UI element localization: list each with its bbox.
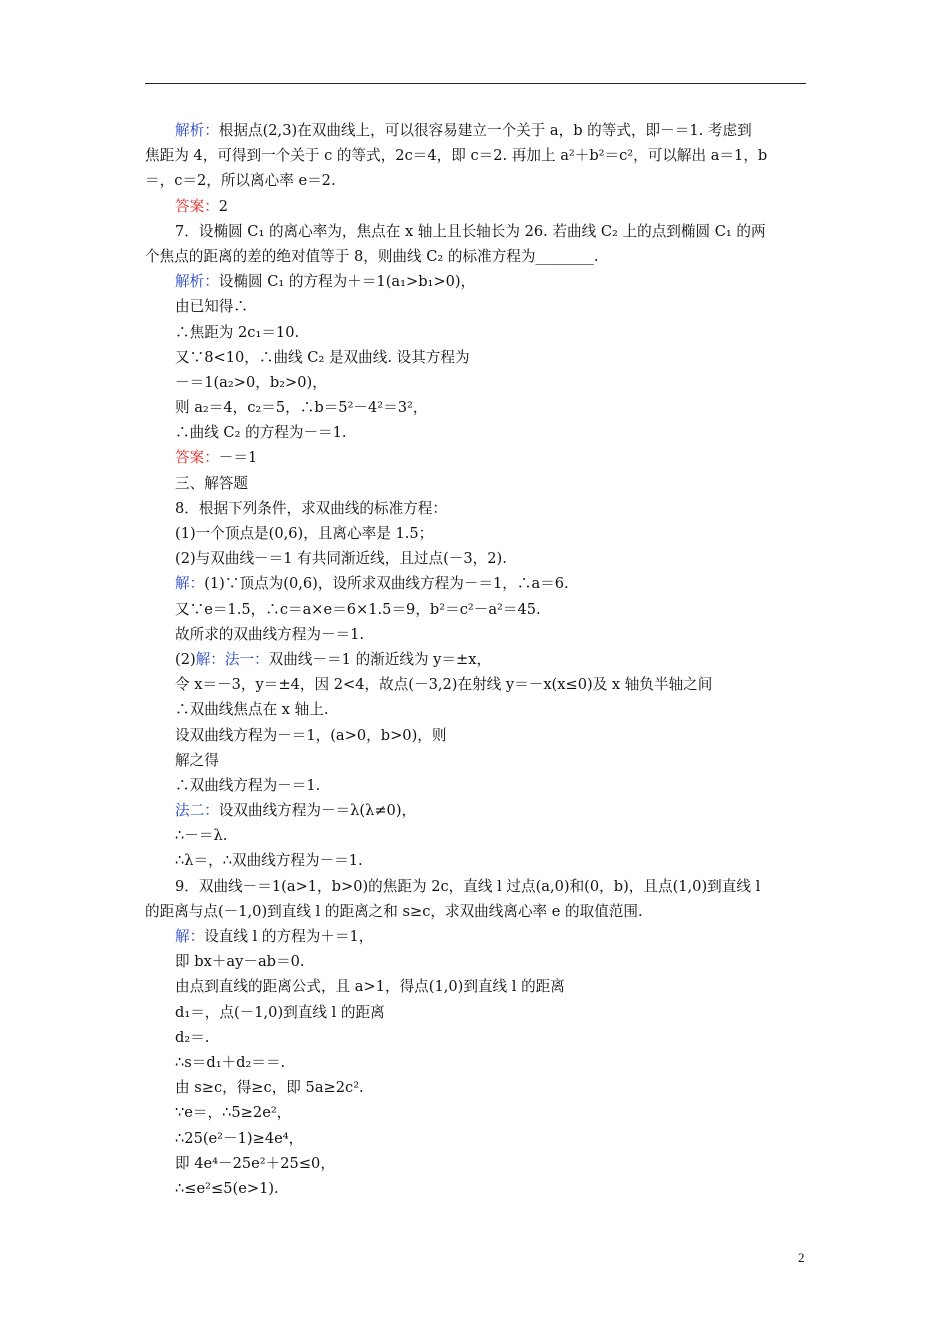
text-line bbox=[145, 1075, 806, 1100]
line-text: 2 bbox=[218, 197, 229, 215]
text-line bbox=[145, 1126, 806, 1151]
text-line bbox=[145, 1100, 806, 1125]
line-text: 8．根据下列条件，求双曲线的标准方程： bbox=[175, 499, 447, 517]
line-text: ∴λ＝，∴双曲线方程为－＝1. bbox=[175, 852, 363, 870]
line-text: ∵e＝，∴5≥2e²， bbox=[175, 1104, 292, 1122]
text-line bbox=[145, 1050, 806, 1075]
text-line bbox=[145, 521, 806, 546]
text-line bbox=[145, 345, 806, 370]
text-line bbox=[145, 949, 806, 974]
text-line bbox=[145, 748, 806, 773]
line-text: ∴－＝λ. bbox=[175, 827, 228, 845]
solution-label: 解： bbox=[175, 575, 205, 593]
line-text: ∴≤e²≤5(e>1). bbox=[175, 1179, 279, 1197]
text-line bbox=[145, 294, 806, 319]
text-line bbox=[145, 1025, 806, 1050]
text-line bbox=[145, 798, 806, 823]
line-text: d₁＝，点(－1,0)到直线 l 的距离 bbox=[175, 1003, 385, 1021]
text-line bbox=[145, 823, 806, 848]
line-text: 由 s≥c，得≥c，即 5a≥2c². bbox=[175, 1079, 364, 1097]
text-line bbox=[145, 974, 806, 999]
text-line bbox=[145, 874, 806, 899]
text-line bbox=[145, 848, 806, 873]
page-number: 2 bbox=[798, 1250, 805, 1265]
line-text: 即 4e⁴－25e²＋25≤0， bbox=[175, 1154, 335, 1172]
line-text: 设椭圆 C₁ 的方程为＋＝1(a₁>b₁>0)， bbox=[218, 273, 476, 291]
solution-label: 解析： bbox=[175, 122, 219, 139]
line-text: 设双曲线方程为－＝1，(a>0，b>0)，则 bbox=[175, 726, 447, 744]
text-line bbox=[145, 899, 806, 924]
text-line bbox=[145, 924, 806, 949]
text-line bbox=[145, 1000, 806, 1025]
text-line bbox=[145, 370, 806, 395]
text-line bbox=[145, 194, 806, 219]
line-text: －＝1 bbox=[218, 449, 258, 467]
page-content bbox=[145, 118, 806, 1201]
text-line bbox=[145, 420, 806, 445]
line-text: 又∵e＝1.5，∴c＝a×e＝6×1.5＝9，b²＝c²－a²＝45. bbox=[175, 600, 541, 618]
text-line bbox=[145, 571, 806, 596]
line-text: 根据点(2,3)在双曲线上，可以很容易建立一个关于 a，b 的等式，即－＝1. 考虑到 bbox=[218, 122, 752, 139]
text-line bbox=[145, 143, 806, 168]
line-text: (1)一个顶点是(0,6)，且离心率是 1.5； bbox=[175, 525, 434, 542]
line-text: ∴曲线 C₂ 的方程为－＝1. bbox=[175, 424, 347, 442]
text-line bbox=[145, 244, 806, 269]
line-text: ∴双曲线焦点在 x 轴上. bbox=[175, 701, 329, 719]
line-text: 7．设椭圆 C₁ 的离心率为，焦点在 x 轴上且长轴长为 26. 若曲线 C₂ 上的点到椭圆 C₁ 的两 bbox=[175, 222, 766, 240]
line-text: 设双曲线方程为－＝λ(λ≠0)， bbox=[218, 802, 417, 820]
answer-label: 答案： bbox=[175, 449, 219, 467]
line-text: 故所求的双曲线方程为－＝1. bbox=[175, 625, 365, 643]
text-line bbox=[145, 395, 806, 420]
text-line bbox=[145, 471, 806, 496]
text-line bbox=[145, 168, 806, 193]
line-prefix: (2) bbox=[175, 650, 196, 668]
line-text: (1)∵顶点为(0,6)，设所求双曲线方程为－＝1，∴a＝6. bbox=[204, 575, 569, 593]
line-text: 由已知得∴ bbox=[175, 298, 248, 316]
text-line bbox=[145, 546, 806, 571]
text-line bbox=[145, 219, 806, 244]
line-text: (2)与双曲线－＝1 有共同渐近线，且过点(－3，2). bbox=[175, 550, 507, 568]
line-text: 个焦点的距离的差的绝对值等于 8，则曲线 C₂ 的标准方程为________. bbox=[145, 247, 599, 265]
text-line bbox=[145, 773, 806, 798]
text-line bbox=[145, 269, 806, 294]
text-line bbox=[145, 320, 806, 345]
line-text: 三、解答题 bbox=[175, 474, 248, 492]
text-line bbox=[145, 445, 806, 470]
text-line bbox=[145, 622, 806, 647]
solution-label: 解： bbox=[175, 928, 205, 945]
solution-label: 法二： bbox=[175, 802, 219, 820]
line-text: ∴25(e²－1)≥4e⁴， bbox=[175, 1129, 304, 1147]
line-text: 又∵8<10，∴曲线 C₂ 是双曲线. 设其方程为 bbox=[175, 348, 470, 366]
line-text: ∴焦距为 2c₁＝10. bbox=[175, 323, 300, 341]
text-line bbox=[145, 647, 806, 672]
text-line bbox=[145, 1176, 806, 1201]
solution-label: 解：法一： bbox=[195, 650, 269, 668]
line-text: －＝1(a₂>0，b₂>0)， bbox=[175, 373, 327, 391]
text-line bbox=[145, 496, 806, 521]
solution-label: 解析： bbox=[175, 273, 219, 291]
line-text: 9．双曲线－＝1(a>1，b>0)的焦距为 2c，直线 l 过点(a,0)和(0，b)，且点(1,0)到直线 l bbox=[175, 877, 761, 895]
line-text: 解之得 bbox=[175, 751, 219, 769]
text-line bbox=[145, 118, 806, 143]
line-text: ∴双曲线方程为－＝1. bbox=[175, 776, 321, 794]
text-line bbox=[145, 723, 806, 748]
text-line bbox=[145, 597, 806, 622]
text-line bbox=[145, 697, 806, 722]
line-text: 令 x＝－3，y＝±4，因 2<4，故点(－3,2)在射线 y＝－x(x≤0)及 x 轴负半轴之间 bbox=[175, 676, 713, 694]
line-text: 焦距为 4，可得到一个关于 c 的等式，2c＝4，即 c＝2. 再加上 a²＋b²＝c²，可以解出 a＝1，b bbox=[145, 147, 768, 165]
line-text: 双曲线－＝1 的渐近线为 y＝±x， bbox=[268, 650, 492, 668]
line-text: 即 bx＋ay－ab＝0. bbox=[175, 953, 305, 971]
answer-label: 答案： bbox=[175, 197, 219, 215]
line-text: 由点到直线的距离公式，且 a>1，得点(1,0)到直线 l 的距离 bbox=[175, 978, 565, 996]
header-rule bbox=[145, 83, 806, 84]
text-line bbox=[145, 1151, 806, 1176]
line-text: d₂＝. bbox=[175, 1028, 210, 1046]
line-text: 的距离与点(－1,0)到直线 l 的距离之和 s≥c，求双曲线离心率 e 的取值范围. bbox=[145, 902, 643, 920]
line-text: 设直线 l 的方程为＋＝1， bbox=[204, 928, 374, 945]
text-line bbox=[145, 672, 806, 697]
line-text: ＝，c＝2，所以离心率 e＝2. bbox=[145, 172, 336, 190]
line-text: 则 a₂＝4，c₂＝5，∴b＝5²－4²＝3²， bbox=[175, 399, 428, 417]
line-text: ∴s＝d₁＋d₂＝＝. bbox=[175, 1053, 286, 1071]
